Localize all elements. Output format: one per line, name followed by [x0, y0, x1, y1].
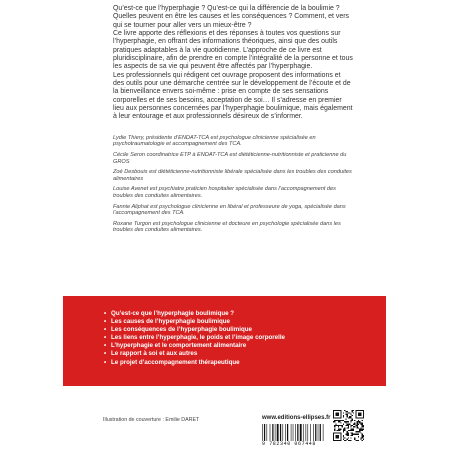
main-text: [113, 5, 353, 238]
qr-module: [339, 425, 340, 426]
qr-module: [347, 427, 348, 428]
qr-module: [348, 426, 349, 427]
qr-module: [352, 434, 353, 435]
bullet-icon: •: [104, 350, 107, 358]
qr-module: [337, 420, 338, 421]
qr-module: [347, 425, 348, 426]
qr-module: [334, 430, 335, 431]
qr-module: [359, 429, 360, 430]
qr-module: [338, 425, 339, 426]
qr-module: [338, 429, 339, 430]
qr-module: [344, 430, 345, 431]
qr-module: [349, 424, 350, 425]
qr-module: [335, 420, 336, 421]
intro-paragraph: Qu’est-ce que l’hyperphagie ? Qu’est-ce qui la différencie de la boulimie ? Quelles peuvent en être les causes et les conséquences ? Comment, et vers qui se tourner pour aller vers un mieux-être ?: [113, 5, 350, 29]
qr-module: [343, 420, 344, 421]
toc-item-label: Les causes de l’hyperphagie boulimique: [111, 318, 230, 326]
barcode-bar: [272, 424, 273, 441]
qr-module: [363, 435, 364, 436]
toc-item-label: Le projet d’accompagnement thérapeutique: [111, 358, 240, 366]
qr-module: [357, 422, 358, 423]
barcode-bar: [295, 424, 296, 441]
qr-module: [335, 412, 339, 416]
qr-module: [334, 425, 335, 426]
qr-module: [339, 430, 340, 431]
barcode-bar: [318, 424, 319, 441]
author-bio: Louise Avenet est psychiatre praticien hospitalier spécialisée dans l’accompagnement des troubles des conduites alimentaires.: [113, 186, 336, 199]
qr-module: [339, 420, 340, 421]
qr-module: [349, 440, 350, 441]
barcode-bar: [306, 424, 307, 441]
qr-module: [363, 425, 364, 426]
qr-module: [353, 426, 354, 427]
qr-module: [350, 426, 351, 427]
barcode-bar: [270, 424, 271, 441]
barcode-bar: [293, 424, 294, 441]
qr-module: [353, 410, 354, 411]
qr-module: [352, 429, 353, 430]
qr-module: [352, 415, 353, 416]
qr-module: [334, 420, 335, 421]
qr-module: [345, 425, 346, 426]
qr-module: [350, 437, 351, 438]
qr-module: [359, 431, 360, 432]
barcode-bar: [264, 424, 265, 441]
qr-module: [360, 437, 361, 438]
qr-module: [354, 422, 355, 423]
qr-module: [349, 417, 350, 418]
author-list: [113, 135, 353, 234]
qr-module: [352, 420, 353, 421]
qr-module: [352, 410, 353, 411]
qr-module: [339, 429, 340, 430]
qr-module: [355, 440, 356, 441]
qr-module: [359, 421, 360, 422]
qr-module: [339, 421, 340, 422]
qr-module: [348, 417, 349, 418]
qr-module: [357, 431, 358, 432]
qr-module: [359, 422, 360, 423]
qr-module: [347, 435, 348, 436]
qr-module: [363, 426, 364, 427]
qr-module: [353, 429, 354, 430]
qr-module: [340, 425, 341, 426]
qr-module: [352, 411, 353, 412]
toc-item: [104, 359, 364, 367]
author-bio: Roxane Turgon est psychologue clinicienne et docteure en psychologie spécialisée dans les troubles des conduites alimentaires.: [113, 220, 341, 234]
toc-item: [104, 310, 364, 318]
qr-module: [343, 430, 344, 431]
qr-module: [343, 412, 344, 413]
qr-module: [357, 426, 358, 427]
toc-item: [104, 326, 364, 334]
qr-module: [353, 430, 354, 431]
qr-module: [340, 420, 341, 421]
qr-module: [343, 435, 344, 436]
qr-module: [347, 415, 348, 416]
qr-module: [334, 426, 335, 427]
qr-module: [363, 429, 364, 430]
qr-module: [362, 420, 363, 421]
qr-module: [358, 431, 359, 432]
qr-module: [337, 425, 338, 426]
qr-module: [350, 429, 351, 430]
qr-module: [333, 421, 334, 422]
qr-module: [360, 430, 361, 431]
qr-module: [350, 416, 351, 417]
qr-module: [358, 440, 359, 441]
qr-module: [350, 421, 351, 422]
toc-item-label: Le rapport à soi et aux autres: [111, 350, 198, 358]
qr-module: [345, 419, 346, 420]
qr-module: [348, 435, 349, 436]
qr-module: [340, 429, 341, 430]
bullet-icon: •: [104, 318, 107, 326]
qr-module: [355, 434, 356, 435]
qr-module: [362, 429, 363, 430]
qr-module: [363, 436, 364, 437]
qr-module: [348, 437, 349, 438]
qr-module: [362, 436, 363, 437]
qr-module: [347, 421, 348, 422]
qr-module: [335, 435, 339, 439]
qr-module: [335, 424, 336, 425]
publisher-website: www.editions-ellipses.fr: [262, 415, 331, 421]
author-bio: Zoé Desbouis est diététicienne-nutritionniste libérale spécialisée dans les troubles des conduites alimentaires: [113, 169, 352, 182]
qr-module: [362, 440, 363, 441]
qr-module: [354, 426, 355, 427]
qr-module: [357, 425, 358, 426]
qr-module: [358, 421, 359, 422]
qr-module: [352, 419, 353, 420]
qr-module: [338, 426, 339, 427]
toc-item-label: Les conséquences de l’hyperphagie boulimique: [111, 326, 252, 334]
barcode-icon: [262, 424, 330, 441]
qr-module: [342, 425, 343, 426]
qr-module: [358, 436, 359, 437]
qr-module: [348, 424, 349, 425]
author-bio: Cécile Seron coordinatrice ETP à ENDAT-TCA est diététicienne-nutritionniste et praticienne du GROS: [113, 152, 347, 165]
qr-module: [347, 411, 348, 412]
barcode-bar: [262, 424, 263, 441]
barcode-bar: [310, 424, 311, 441]
qr-module: [348, 432, 349, 433]
qr-module: [347, 424, 348, 425]
qr-module: [362, 425, 363, 426]
barcode-bar: [282, 424, 283, 441]
toc-item: [104, 350, 364, 358]
qr-module: [362, 422, 363, 423]
qr-module: [354, 424, 355, 425]
toc-item: [104, 318, 364, 326]
qr-module: [359, 430, 360, 431]
qr-module: [347, 439, 348, 440]
qr-module: [360, 427, 361, 428]
toc-item-label: Qu’est-ce que l’hyperphagie boulimique ?: [111, 310, 235, 317]
qr-module: [357, 427, 358, 428]
qr-module: [350, 435, 351, 436]
qr-module: [342, 420, 343, 421]
qr-module: [338, 420, 339, 421]
qr-module: [344, 440, 345, 441]
author-bio: Fannie Aliphat est psychologue clinicienne en libéral et professeure de yoga, spécialisée dans l’accompagnement des TCA.: [113, 203, 346, 217]
intro-text: [113, 5, 353, 122]
qr-module: [354, 434, 355, 435]
qr-module: [354, 437, 355, 438]
qr-module: [343, 431, 344, 432]
qr-module: [349, 412, 350, 413]
qr-module: [345, 422, 346, 423]
qr-module: [358, 424, 359, 425]
qr-module: [348, 430, 349, 431]
qr-module: [353, 424, 354, 425]
qr-module: [347, 434, 348, 435]
qr-module: [360, 422, 361, 423]
table-of-contents: [104, 310, 364, 367]
qr-module: [362, 435, 363, 436]
qr-module: [348, 421, 349, 422]
qr-module: [350, 420, 351, 421]
qr-module: [363, 439, 364, 440]
qr-module: [347, 414, 348, 415]
qr-module: [338, 430, 339, 431]
barcode-bar: [275, 424, 276, 441]
qr-module: [345, 434, 346, 435]
qr-module: [354, 439, 355, 440]
intro-paragraph: Les professionnels qui rédigent cet ouvrage proposent des informations et des outils pour une démarche centrée sur le développement de l’écoute et de la bienveillance envers soi-même : prise en compte de ses sensations corporelles et de ses besoins, acceptation de soi… Il s’adresse en premier lieu aux personnes concernées par l’hyperphagie boulimique, mais également à leur entourage et aux professionnels désireux de s’informer.: [113, 71, 353, 121]
qr-module: [350, 440, 351, 441]
qr-module: [350, 414, 351, 415]
bullet-icon: •: [104, 326, 107, 334]
qr-module: [355, 431, 356, 432]
qr-module: [347, 431, 348, 432]
qr-module: [345, 411, 346, 412]
qr-module: [357, 424, 358, 425]
qr-module: [354, 420, 355, 421]
qr-module: [343, 436, 344, 437]
qr-module: [338, 421, 339, 422]
qr-module: [362, 434, 363, 435]
barcode-bar: [267, 424, 268, 441]
barcode-bar: [277, 424, 279, 441]
qr-module: [353, 412, 354, 413]
qr-module: [343, 416, 344, 417]
qr-module: [344, 437, 345, 438]
qr-module: [352, 425, 353, 426]
qr-module: [343, 415, 344, 416]
qr-module: [347, 432, 348, 433]
barcode-bar: [291, 424, 292, 441]
qr-module: [357, 434, 358, 435]
qr-module: [348, 434, 349, 435]
qr-module: [349, 416, 350, 417]
bullet-icon: •: [104, 358, 107, 366]
barcode-bar: [287, 424, 288, 441]
qr-module: [344, 427, 345, 428]
barcode-bar: [297, 424, 298, 441]
qr-module: [350, 432, 351, 433]
barcode-bar: [313, 424, 314, 441]
qr-module: [358, 427, 359, 428]
isbn-number: 9 782340 067448: [262, 441, 317, 447]
toc-item: [104, 342, 364, 350]
qr-module: [344, 421, 345, 422]
qr-module: [348, 427, 349, 428]
qr-module: [358, 412, 362, 416]
barcode-bar: [303, 424, 304, 441]
author-bio: Lydie Thiery, présidente d’ENDAT-TCA est psychologue clinicienne spécialisée en psychotraumatologie et accompagnement des TCA.: [113, 134, 316, 148]
bullet-icon: •: [104, 310, 107, 317]
qr-module: [342, 426, 343, 427]
qr-module: [350, 425, 351, 426]
qr-module: [352, 430, 353, 431]
qr-module: [358, 420, 359, 421]
qr-module: [348, 412, 349, 413]
qr-module: [360, 439, 361, 440]
qr-module: [350, 417, 351, 418]
qr-module: [344, 429, 345, 430]
qr-module: [353, 434, 354, 435]
qr-module: [358, 434, 359, 435]
bullet-icon: •: [104, 342, 107, 350]
barcode-bar: [315, 424, 316, 441]
qr-module: [362, 424, 363, 425]
qr-module: [362, 430, 363, 431]
qr-module: [343, 429, 344, 430]
barcode-bar: [300, 424, 302, 441]
qr-module: [352, 435, 353, 436]
qr-module: [357, 421, 358, 422]
qr-module: [348, 425, 349, 426]
qr-module: [360, 424, 361, 425]
qr-module: [334, 429, 335, 430]
qr-module: [357, 440, 358, 441]
toc-item-label: L’hyperphagie et le comportement alimentaire: [111, 342, 247, 350]
barcode-bar: [307, 424, 308, 441]
qr-module: [360, 432, 361, 433]
qr-module: [355, 425, 356, 426]
intro-paragraph: Ce livre apporte des réflexions et des réponses à toutes vos questions sur l’hyperphagie, en offrant des informations théoriques, ainsi que des outils pratiques adaptables à la vie quotidienne. L’approche de ce livre est pluridisciplinaire, afin de prendre en compte l’intégralité de la personne et tous les aspects de sa vie qui peuvent être affectés par l’hyperphagie.: [113, 30, 353, 71]
qr-module: [345, 440, 346, 441]
barcode-bar: [280, 424, 281, 441]
qr-module: [345, 421, 346, 422]
qr-module: [350, 430, 351, 431]
qr-module: [344, 410, 345, 411]
qr-module: [348, 440, 349, 441]
barcode-bar: [320, 424, 321, 441]
qr-module: [335, 425, 336, 426]
toc-item: [104, 334, 364, 342]
barcode-bar: [285, 424, 286, 441]
cover-credit: Illustration de couverture : Emilie DARET: [103, 417, 200, 423]
qr-module: [352, 432, 353, 433]
toc-item-label: Les liens entre l’hyperphagie, le poids et l’image corporelle: [111, 334, 285, 342]
qr-module: [340, 422, 341, 423]
qr-module: [337, 430, 338, 431]
qr-code-icon: [333, 410, 364, 441]
qr-module: [347, 416, 348, 417]
qr-module: [343, 424, 344, 425]
bullet-icon: •: [104, 334, 107, 342]
qr-module: [360, 429, 361, 430]
qr-module: [362, 426, 363, 427]
barcode-bar: [323, 424, 324, 441]
qr-module: [349, 430, 350, 431]
qr-module: [345, 414, 346, 415]
qr-module: [362, 437, 363, 438]
qr-module: [334, 421, 335, 422]
qr-module: [343, 439, 344, 440]
